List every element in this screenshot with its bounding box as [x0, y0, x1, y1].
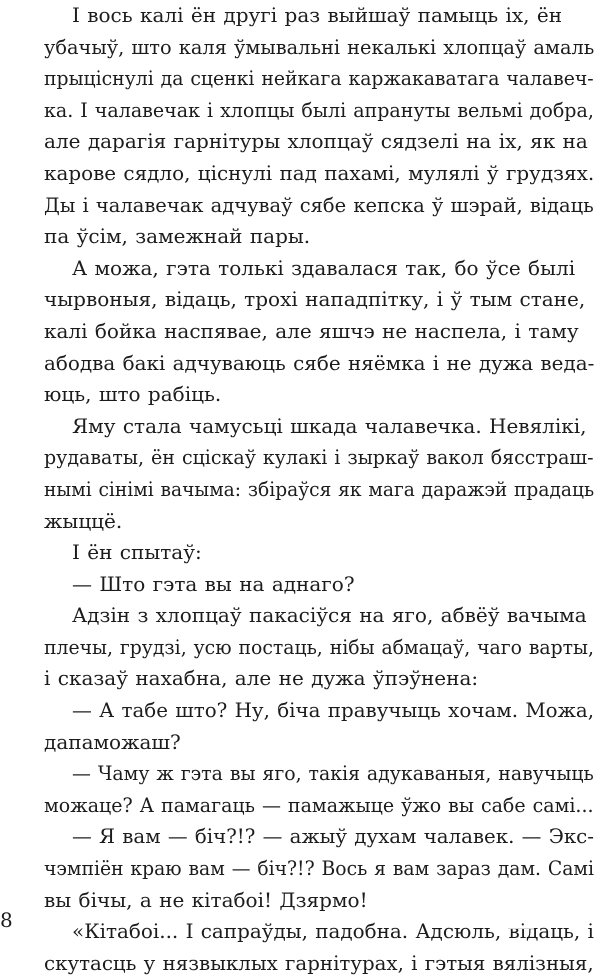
- text-line: ка. І чалавечак і хлопцы былі апрануты вельмі добра,: [44, 97, 594, 122]
- text-line: можаце? А памагаць — памажыце ўжо вы сабе самі...: [44, 792, 594, 817]
- text-line: — Што гэта вы на аднаго?: [72, 571, 355, 596]
- text-line: чэмпіён краю вам — біч?!? Вось я вам зараз дам. Самі: [44, 856, 594, 881]
- text-line: абодва бакі адчуваюць сябе няёмка і не дужа веда-: [44, 350, 595, 375]
- text-line: рудаваты, ён сціскаў кулакі і зыркаў вакол бясстраш-: [44, 445, 594, 470]
- text-line: — Я вам — біч?!? — ажыў духам чалавек. — Экс-: [72, 824, 594, 849]
- text-line: — А табе што? Ну, біча правучыць хочам. Можа,: [72, 698, 595, 723]
- text-line: дапаможаш?: [44, 729, 181, 754]
- text-line: Ды і чалавечак адчуваў сябе кепска ў шэрай, відаць: [44, 192, 594, 217]
- text-line: чырвоныя, відаць, трохі нападпітку, і ў тым стане,: [44, 287, 586, 312]
- text-line: юць, што рабіць.: [44, 382, 222, 407]
- text-line: І вось калі ён другі раз выйшаў памыць іх, ён: [72, 3, 563, 27]
- text-line: А можа, гэта толькі здавалася так, бо ўсе былі: [72, 255, 576, 280]
- text-line: убачыў, што каля ўмывальні некалькі хлопцаў амаль: [44, 34, 595, 59]
- page-number: 8: [0, 908, 13, 932]
- text-line: карове сядло, ціснулі пад пахамі, мулялі ў грудзях.: [44, 160, 595, 185]
- text-line: нымі сінімі вачыма: збіраўся як мага даражэй прадаць: [44, 476, 595, 501]
- text-line: і сказаў нахабна, але не дужа ўпэўнена:: [44, 666, 479, 691]
- decorative-rule: [508, 928, 534, 933]
- text-line: Адзін з хлопцаў пакасіўся на яго, абвёў вачыма: [72, 603, 587, 628]
- text-line: Яму стала чамусьці шкада чалавечка. Невялікі,: [72, 413, 587, 438]
- text-line: жыццё.: [44, 508, 123, 533]
- text-line: — Чаму ж гэта вы яго, такія адукаваныя, навучыць: [72, 761, 594, 786]
- text-line: скутасць у нязвыклых гарнітурах, і гэтыя вялізныя,: [44, 950, 594, 975]
- text-line: вы бічы, а не кітабоі! Дзярмо!: [44, 887, 368, 912]
- text-line: прыціснулі да сценкі нейкага каржакаватага чалавеч-: [44, 66, 594, 91]
- text-line: плечы, грудзі, усю постаць, нібы абмацаў, чаго варты,: [44, 634, 595, 659]
- text-line: па ўсім, замежнай пары.: [44, 224, 311, 249]
- text-line: але дарагія гарнітуры хлопцаў сядзелі на іх, як на: [44, 129, 588, 154]
- text-line: І ён спытаў:: [72, 540, 202, 565]
- text-line: «Кітабоі... І сапраўды, падобна. Адсюль, відаць, і: [72, 919, 594, 944]
- text-line: калі бойка наспявае, але яшчэ не наспела, і таму: [44, 318, 579, 343]
- page-text: [44, 0, 595, 979]
